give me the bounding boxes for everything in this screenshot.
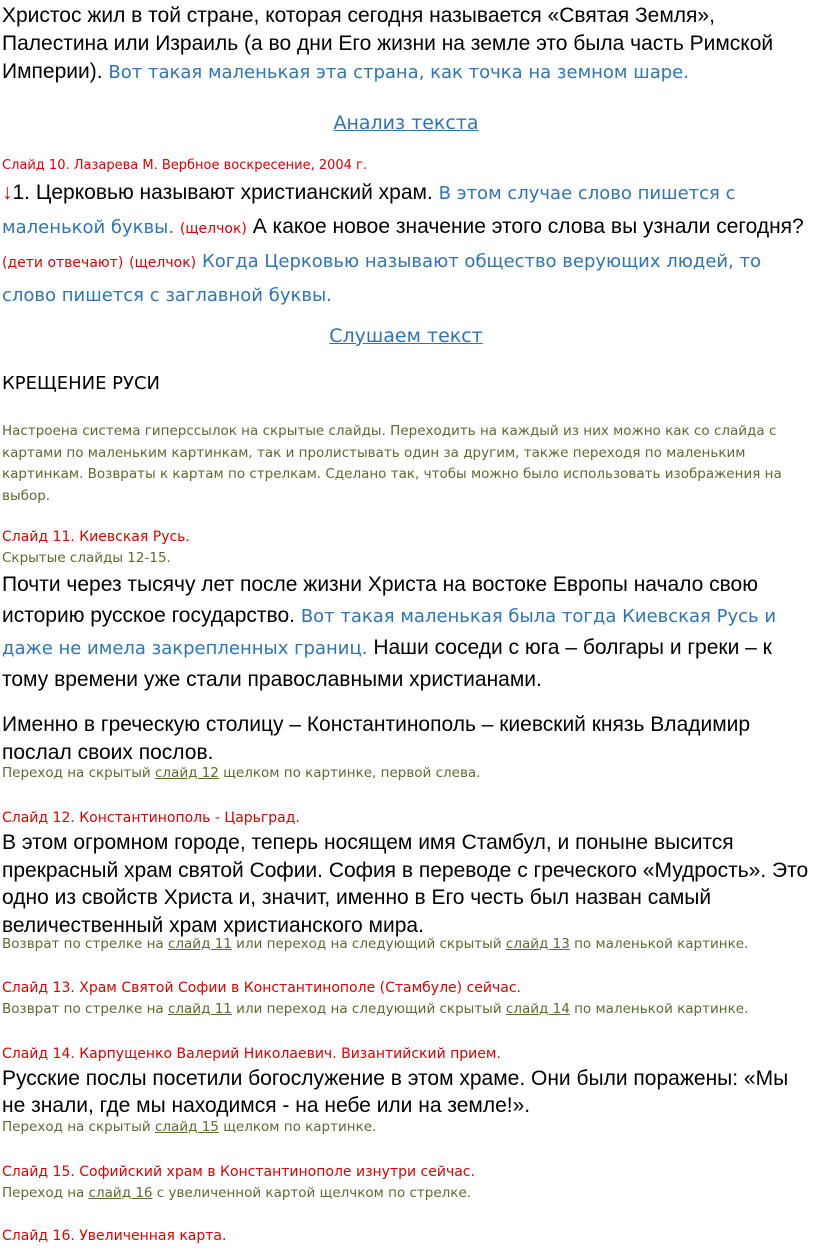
nav-text: или переход на следующий скрытый <box>231 1001 506 1017</box>
slide11-paragraph <box>2 569 810 695</box>
link-slide14[interactable]: слайд 14 <box>505 1001 570 1017</box>
link-slide15[interactable]: слайд 15 <box>155 1119 219 1135</box>
link-slide11[interactable]: слайд 11 <box>167 936 232 952</box>
slide10-blue2: Когда Церковью называют общество верующих людей, то слово пишется с заглавной буквы. <box>2 251 762 306</box>
slide13-title: Слайд 13. Храм Святой Софии в Константинополе (Стамбуле) сейчас. <box>2 980 521 996</box>
slide11-text3: Именно в греческую столицу – Константинополь – киевский князь Владимир послал своих послов. <box>2 713 751 764</box>
slide15-title: Слайд 15. Софийский храм в Константинополе изнутри сейчас. <box>2 1164 475 1180</box>
intro-blue-text: Вот такая маленькая эта страна, как точка на земном шаре. <box>108 62 689 83</box>
link-listen[interactable]: Слушаем текст <box>329 325 483 347</box>
hyperlink-note: Настроена система гиперссылок на скрытые слайды. Переходить на каждый из них можно как со слайда с картами по маленьким картинкам, так и пролистывать один за другим, также переходя по маленьким картинкам. Возвраты к картам по стрелкам. Сделано так, чтобы можно было использовать изображения на выбор. <box>2 423 782 504</box>
slide11-title: Слайд 11. Киевская Русь. <box>2 529 190 545</box>
slide11-nav <box>2 763 810 784</box>
slide11-text1: Почти через тысячу лет после жизни Христа на востоке Европы начало свою историю русское государство. <box>2 573 758 627</box>
slide11-blue: Вот такая маленькая была тогда Киевская Русь и даже не имела закрепленных границ. <box>2 606 777 659</box>
slide10-paragraph <box>2 176 810 312</box>
link-slide13[interactable]: слайд 13 <box>505 936 570 952</box>
down-arrow-icon: ↓ <box>2 181 13 204</box>
link-analysis[interactable]: Анализ текста <box>333 112 479 134</box>
nav-text: по маленькой картинке. <box>569 936 749 952</box>
slide14-text: Русские послы посетили богослужение в этом храме. Они были поражены: «Мы не знали, где мы находимся - на небе или на земле!». <box>2 1067 789 1117</box>
slide15-nav <box>2 1183 810 1204</box>
slide10-text1: 1. Церковью называют христианский храм. <box>12 181 433 204</box>
slide11-hidden: Скрытые слайды 12-15. <box>2 550 171 566</box>
nav-text: щелком по картинке. <box>218 1119 377 1135</box>
nav-text: или переход на следующий скрытый <box>231 936 506 952</box>
nav-text: Переход на скрытый <box>2 765 155 781</box>
slide10-text2: А какое новое значение этого слова вы узнали сегодня? <box>252 215 804 238</box>
slide10-kids: (дети отвечают) <box>2 255 124 271</box>
link-slide11[interactable]: слайд 11 <box>167 1001 232 1017</box>
slide16-title: Слайд 16. Увеличенная карта. <box>2 1228 227 1244</box>
section-heading: КРЕЩЕНИЕ РУСИ <box>2 373 161 394</box>
nav-text: по маленькой картинке. <box>569 1001 749 1017</box>
nav-text: щелком по картинке, первой слева. <box>218 765 481 781</box>
slide10-title: Слайд 10. Лазарева М. Вербное воскресение, 2004 г. <box>2 158 368 173</box>
slide12-text: В этом огромном городе, теперь носящем имя Стамбул, и поныне высится прекрасный храм святой Софии. София в переводе с греческого «Мудрость». Это одно из свойств Христа и, значит, именно в Его честь был назван самый величественный храм христианского мира. <box>2 831 809 937</box>
slide10-click2: (щелчок) <box>129 255 197 271</box>
link-slide16[interactable]: слайд 16 <box>88 1185 153 1201</box>
intro-paragraph <box>2 2 810 87</box>
slide14-nav <box>2 1117 810 1138</box>
slide12-nav <box>2 934 810 955</box>
nav-text: Возврат по стрелке на <box>2 936 168 952</box>
slide12-title: Слайд 12. Константинополь - Царьград. <box>2 810 300 826</box>
nav-text: с увеличенной картой щелчком по стрелке. <box>152 1185 472 1201</box>
intro-text: Христос жил в той стране, которая сегодня называется «Святая Земля», Палестина или Израиль (а во дни Его жизни на земле это была часть Римской Империи). <box>2 4 774 83</box>
slide10-click1: (щелчок) <box>179 221 247 237</box>
nav-text: Переход на <box>2 1185 89 1201</box>
slide10-blue1: В этом случае слово пишется с маленькой буквы. <box>2 183 736 238</box>
link-slide12[interactable]: слайд 12 <box>155 765 219 781</box>
nav-text: Переход на скрытый <box>2 1119 155 1135</box>
nav-text: Возврат по стрелке на <box>2 1001 168 1017</box>
slide13-nav <box>2 999 810 1020</box>
slide11-text2: Наши соседи с юга – болгары и греки – к тому времени уже стали православными христианами. <box>2 636 772 691</box>
slide14-title: Слайд 14. Карпущенко Валерий Николаевич. Византийский прием. <box>2 1046 501 1062</box>
